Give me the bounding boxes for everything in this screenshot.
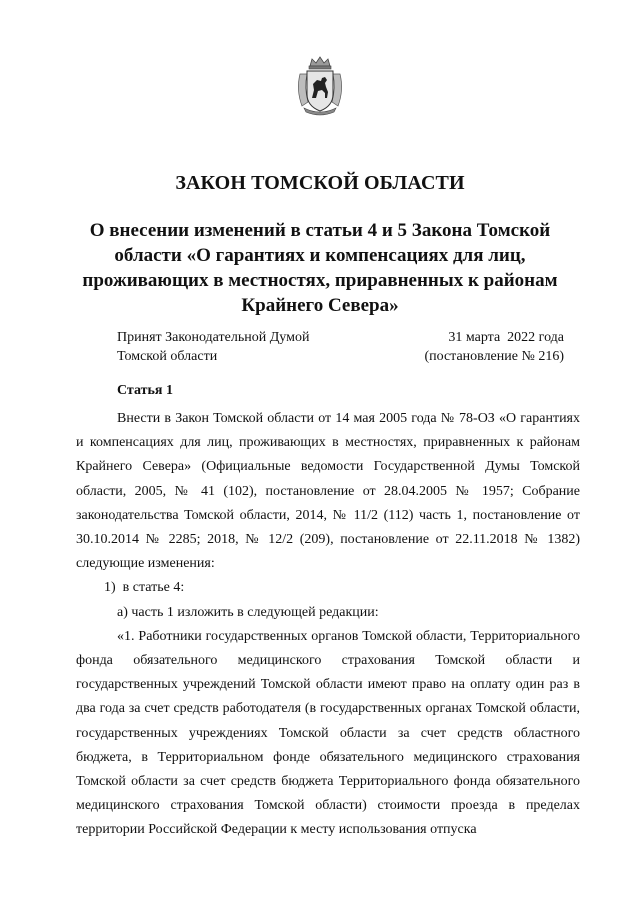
law-title: ЗАКОН ТОМСКОЙ ОБЛАСТИ: [175, 172, 465, 194]
adoption-date-block: [424, 328, 564, 366]
law-subtitle: О внесении изменений в статьи 4 и 5 Закона Томской области «О гарантиях и компенсациях для лиц, проживающих в местностях, приравненных к районам Крайнего Севера»: [82, 220, 558, 316]
paragraph-new-wording: «1. Работники государственных органов Томской области, Территориального фонда обязательного медицинского страхования Томской области и государственных учреждений Томской области имеют право на оплату один раз в два года за счет средств работодателя (в государственных органах Томской области, государственных учреждениях Томской области за счет средств областного бюджета, в Территориальном фонде обязательного медицинского страхования Томской области за счет средств бюджета Территориального фонда обязательного медицинского страхования Томской области) стоимости проезда в пределах территории Российской Федерации к месту использования отпуска: [76, 628, 580, 838]
adopted-by-block: [117, 328, 309, 366]
resolution-number: (постановление № 216): [424, 349, 564, 364]
article-body: [76, 407, 580, 843]
list-item-1: 1) в статье 4:: [104, 580, 185, 596]
article-heading: Статья 1: [117, 383, 173, 398]
coat-of-arms-icon: [294, 56, 346, 118]
adoption-date: 31 марта 2022 года: [448, 330, 564, 345]
adopted-by-line-2: Томской области: [117, 349, 218, 364]
list-item-1a: а) часть 1 изложить в следующей редакции:: [117, 604, 379, 620]
paragraph-amendment-intro: Внести в Закон Томской области от 14 мая 2005 года № 78-ОЗ «О гарантиях и компенсациях для лиц, проживающих в местностях, приравненных к районам Крайнего Севера» (Официальные ведомости Государственной Думы Томской области, 2005, № 41 (102), постановление от 28.04.2005 № 1957; Собрание законодательства Томской области, 2014, № 11/2 (112) часть 1, постановление от 30.10.2014 № 2285; 2018, № 12/2 (209), постановление от 22.11.2018 № 1382) следующие изменения:: [76, 411, 580, 572]
adopted-by-line-1: Принят Законодательной Думой: [117, 330, 310, 345]
